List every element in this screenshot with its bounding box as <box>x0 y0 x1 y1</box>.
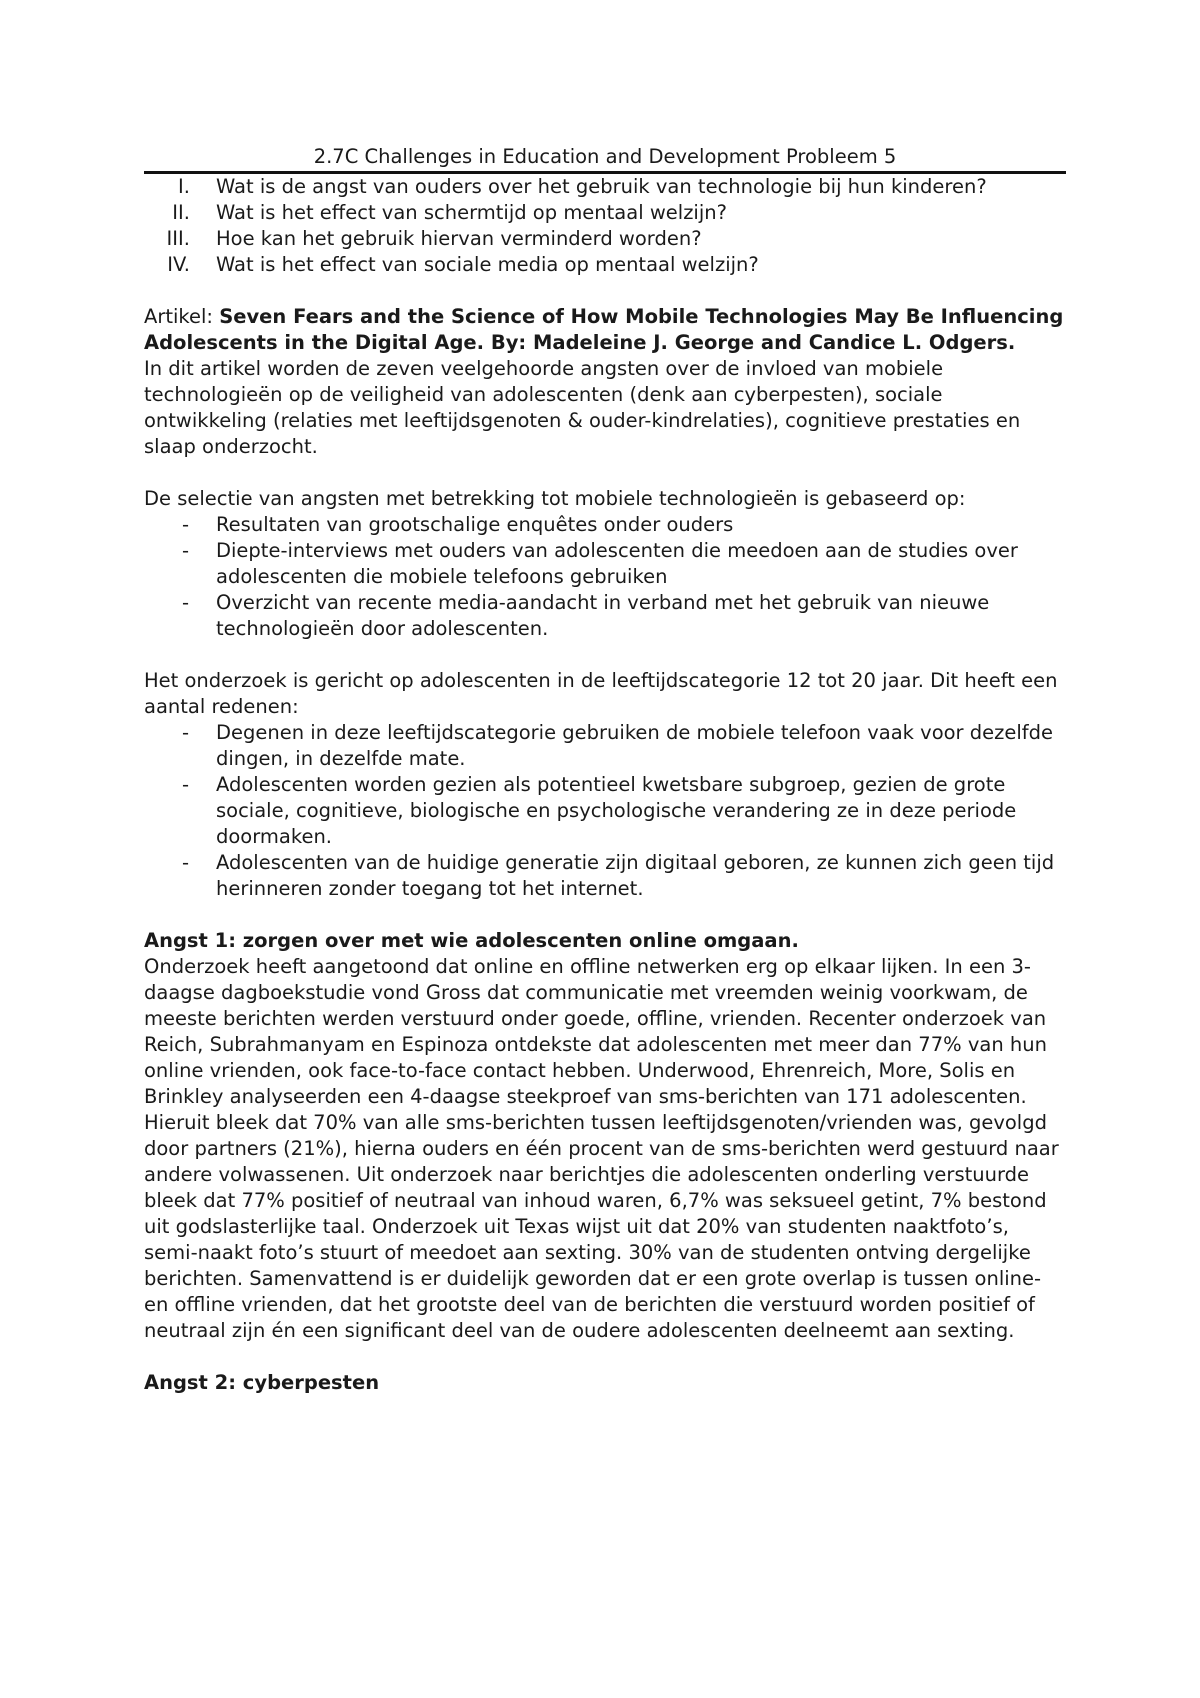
list-item <box>144 538 1066 590</box>
article-prefix: Artikel: <box>144 305 220 328</box>
list-item <box>144 590 1066 642</box>
question-text: Wat is het effect van sociale media op mentaal welzijn? <box>216 253 759 276</box>
list-item <box>144 720 1066 772</box>
list-item <box>144 200 1066 226</box>
list-item <box>144 252 1066 278</box>
list-item-text: Adolescenten worden gezien als potentieel kwetsbare subgroep, gezien de grote sociale, cognitieve, biologische en psychologische verandering ze in deze periode doormaken. <box>216 773 1017 848</box>
question-text: Wat is de angst van ouders over het gebruik van technologie bij hun kinderen? <box>216 175 987 198</box>
article-reference <box>144 304 1066 356</box>
spacer <box>144 1344 1066 1370</box>
list-number: II. <box>172 201 190 224</box>
list-item <box>144 226 1066 252</box>
list-item-text: Diepte-interviews met ouders van adolescenten die meedoen aan de studies over adolescenten die mobiele telefoons gebruiken <box>216 539 1018 588</box>
spacer <box>144 642 1066 668</box>
section-heading-fear-2: Angst 2: cyberpesten <box>144 1371 380 1394</box>
list-item-text: Degenen in deze leeftijdscategorie gebruiken de mobiele telefoon vaak voor dezelfde dingen, in dezelfde mate. <box>216 721 1054 770</box>
dash-bullet: - <box>182 539 190 562</box>
dash-bullet: - <box>182 513 190 536</box>
list-item <box>144 850 1066 902</box>
article-intro: In dit artikel worden de zeven veelgehoorde angsten over de invloed van mobiele technologieën op de veiligheid van adolescenten (denk aan cyberpesten), sociale ontwikkeling (relaties met leeftijdsgenoten & ouder-kindrelaties), cognitieve prestaties en slaap onderzocht. <box>144 357 1021 458</box>
spacer <box>144 460 1066 486</box>
dash-bullet: - <box>182 721 190 744</box>
list-item-text: Overzicht van recente media-aandacht in verband met het gebruik van nieuwe technologieën door adolescenten. <box>216 591 990 640</box>
page-title: 2.7C Challenges in Education and Development Probleem 5 <box>144 144 1066 174</box>
selection-intro: De selectie van angsten met betrekking tot mobiele technologieën is gebaseerd op: <box>144 487 966 510</box>
research-list <box>144 720 1066 902</box>
document-page <box>144 144 1066 1396</box>
section-heading-fear-1: Angst 1: zorgen over met wie adolescenten online omgaan. <box>144 929 799 952</box>
article-title: Seven Fears and the Science of How Mobile Technologies May Be Influencing Adolescents in the Digital Age. By: Madeleine J. George and Candice L. Odgers. <box>144 305 1064 354</box>
selection-list <box>144 512 1066 642</box>
spacer <box>144 902 1066 928</box>
list-item-text: Adolescenten van de huidige generatie zijn digitaal geboren, ze kunnen zich geen tijd herinneren zonder toegang tot het internet. <box>216 851 1055 900</box>
list-number: III. <box>166 227 190 250</box>
list-item <box>144 512 1066 538</box>
question-list <box>144 174 1066 278</box>
question-text: Hoe kan het gebruik hiervan verminderd worden? <box>216 227 702 250</box>
question-text: Wat is het effect van schermtijd op mentaal welzijn? <box>216 201 727 224</box>
section-body-fear-1: Onderzoek heeft aangetoond dat online en offline netwerken erg op elkaar lijken. In een 3-daagse dagboekstudie vond Gross dat communicatie met vreemden weinig voorkwam, de meeste berichten werden verstuurd onder goede, offline, vrienden. Recenter onderzoek van Reich, Subrahmanyam en Espinoza ontdekste dat adolescenten met meer dan 77% van hun online vrienden, ook face-to-face contact hebben. Underwood, Ehrenreich, More, Solis en Brinkley analyseerden een 4-daagse steekproef van sms-berichten van 171 adolescenten. Hieruit bleek dat 70% van alle sms-berichten tussen leeftijdsgenoten/vrienden was, gevolgd door partners (21%), hierna ouders en één procent van de sms-berichten werd gestuurd naar andere volwassenen. Uit onderzoek naar berichtjes die adolescenten onderling verstuurde bleek dat 77% positief of neutraal van inhoud waren, 6,7% was seksueel getint, 7% bestond uit godslasterlijke taal. Onderzoek uit Texas wijst uit dat 20% van studenten naaktfoto’s, semi-naakt foto’s stuurt of meedoet aan sexting. 30% van de studenten ontving dergelijke berichten. Samenvattend is er duidelijk geworden dat er een grote overlap is tussen online- en offline vrienden, dat het grootste deel van de berichten die verstuurd worden positief of neutraal zijn én een significant deel van de oudere adolescenten deelneemt aan sexting. <box>144 955 1059 1342</box>
list-item <box>144 772 1066 850</box>
dash-bullet: - <box>182 591 190 614</box>
list-item <box>144 174 1066 200</box>
list-number: I. <box>178 175 190 198</box>
dash-bullet: - <box>182 851 190 874</box>
research-intro: Het onderzoek is gericht op adolescenten in de leeftijdscategorie 12 tot 20 jaar. Dit heeft een aantal redenen: <box>144 669 1058 718</box>
list-item-text: Resultaten van grootschalige enquêtes onder ouders <box>216 513 734 536</box>
list-number: IV. <box>167 253 190 276</box>
spacer <box>144 278 1066 304</box>
dash-bullet: - <box>182 773 190 796</box>
